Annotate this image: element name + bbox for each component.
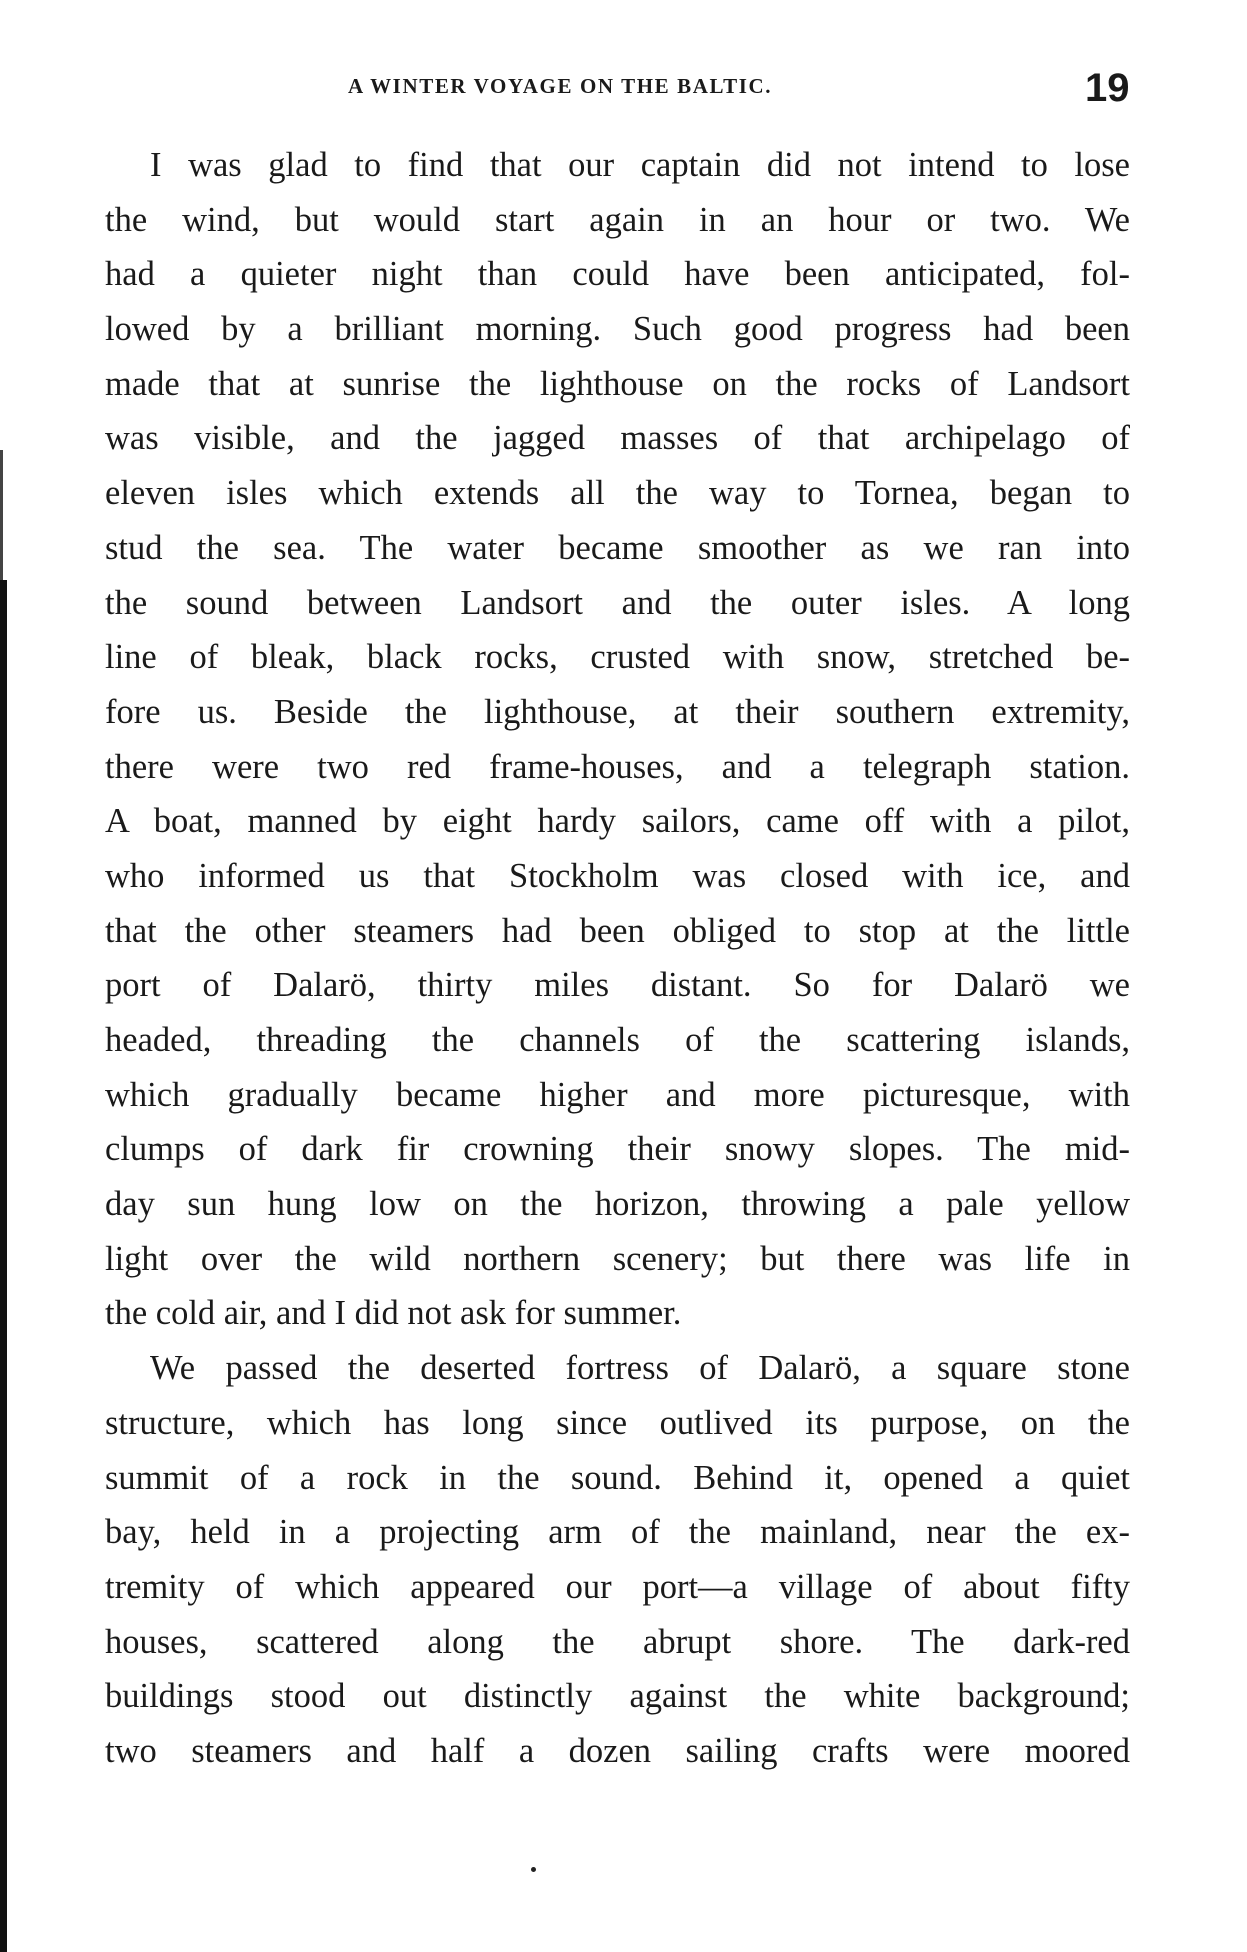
- binding-shadow: [0, 580, 7, 1952]
- text-line: summit of a rock in the sound. Behind it, opened a quiet: [105, 1458, 1130, 1497]
- text-line: A boat, manned by eight hardy sailors, came off with a pilot,: [105, 802, 1130, 841]
- text-line: tremity of which appeared our port—a village of about fifty: [105, 1567, 1130, 1606]
- text-line: houses, scattered along the abrupt shore. The dark-red: [105, 1622, 1130, 1661]
- binding-shadow-top: [0, 450, 3, 580]
- text-line: clumps of dark fir crowning their snowy slopes. The mid-: [105, 1130, 1130, 1169]
- text-line: had a quieter night than could have been anticipated, fol-: [105, 255, 1130, 294]
- text-line: buildings stood out distinctly against the white background;: [105, 1677, 1130, 1716]
- text-line: We passed the deserted fortress of Dalarö, a square stone: [150, 1349, 1130, 1388]
- page-number: 19: [1085, 66, 1130, 110]
- text-line: two steamers and half a dozen sailing crafts were moored: [105, 1731, 1130, 1770]
- text-line: I was glad to find that our captain did not intend to lose: [150, 146, 1130, 184]
- text-line: the wind, but would start again in an hour or two. We: [105, 200, 1130, 239]
- text-line: structure, which has long since outlived its purpose, on the: [105, 1403, 1130, 1442]
- text-line: lowed by a brilliant morning. Such good progress had been: [105, 310, 1130, 349]
- text-line: port of Dalarö, thirty miles distant. So for Dalarö we: [105, 966, 1130, 1005]
- text-line: made that at sunrise the lighthouse on the rocks of Landsort: [105, 364, 1130, 403]
- text-line: line of bleak, black rocks, crusted with snow, stretched be-: [105, 638, 1130, 677]
- text-line: which gradually became higher and more picturesque, with: [105, 1075, 1130, 1114]
- ink-speck: [531, 1867, 536, 1872]
- text-line: there were two red frame-houses, and a telegraph station.: [105, 747, 1130, 786]
- text-line: headed, threading the channels of the scattering islands,: [105, 1021, 1130, 1059]
- text-line: who informed us that Stockholm was closed with ice, and: [105, 856, 1130, 895]
- text-line: fore us. Beside the lighthouse, at their southern extremity,: [105, 692, 1130, 731]
- text-line: the cold air, and I did not ask for summer.: [105, 1294, 682, 1333]
- body-text: [105, 138, 1130, 1779]
- text-line: was visible, and the jagged masses of that archipelago of: [105, 419, 1130, 458]
- text-line: light over the wild northern scenery; but there was life in: [105, 1239, 1130, 1278]
- running-head: A WINTER VOYAGE ON THE BALTIC.: [348, 74, 773, 98]
- text-line: that the other steamers had been obliged to stop at the little: [105, 911, 1130, 950]
- text-line: day sun hung low on the horizon, throwing a pale yellow: [105, 1185, 1130, 1224]
- text-line: eleven isles which extends all the way to Tornea, began to: [105, 474, 1130, 513]
- text-line: the sound between Landsort and the outer isles. A long: [105, 583, 1130, 622]
- text-line: bay, held in a projecting arm of the mainland, near the ex-: [105, 1513, 1130, 1552]
- text-line: stud the sea. The water became smoother as we ran into: [105, 528, 1130, 567]
